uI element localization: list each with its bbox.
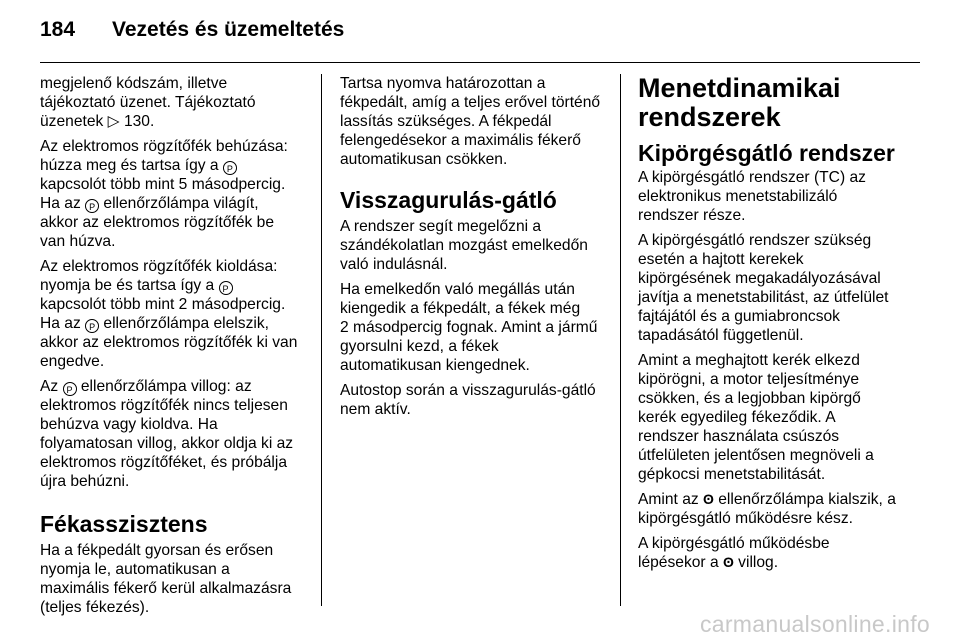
- column-2: [340, 74, 612, 425]
- column-divider-2: [620, 74, 621, 606]
- watermark: carmanualsonline.info: [699, 611, 930, 637]
- paragraph-autostop: Autostop során a visszagurulás-gátló nem aktív.: [340, 382, 596, 418]
- header-divider: [40, 62, 920, 63]
- heading-menetdinamikai-rendszerek: Menetdinamikai rendszerek: [638, 73, 841, 132]
- heading-visszagurulas-gatlo: Visszagurulás-gátló: [340, 187, 557, 213]
- parking-brake-icon: P: [219, 281, 233, 295]
- chapter-title: Vezetés és üzemeltetés: [112, 18, 345, 41]
- paragraph-lampa-villog: Az P ellenőrzőlámpa villog: az elektromos rögzítőfék nincs teljesen behúzva vagy kioldva. Ha folyamatosan villog, akkor oldja ki az elektromos rögzítőféket, és próbálja újra behúzni.: [40, 378, 294, 490]
- paragraph-tc-2: A kipörgésgátló rendszer szükség esetén a hajtott kerekek kipörgésének megakadályozásával javítja a menetstabilitást, az útfelület fajtájától és a gumiabroncsok tapadásától függetlenül.: [638, 232, 889, 344]
- paragraph-rogzitofek-kioldasa: Az elektromos rögzítőfék kioldása: nyomja be és tartsa így a P kapcsolót több mint 2 másodpercig. Ha az P ellenőrzőlámpa elelszik, akkor az elektromos rögzítőfék ki van engedve.: [40, 258, 298, 370]
- paragraph-tc-4: Amint az ʘ ellenőrzőlámpa kialszik, a kipörgésgátló működésre kész.: [638, 491, 896, 527]
- paragraph-visszagurulas-1: A rendszer segít megelőzni a szándékolatlan mozgást emelkedőn való indulásnál.: [340, 218, 588, 273]
- parking-brake-icon: P: [63, 382, 77, 396]
- paragraph-visszagurulas-2: Ha emelkedőn való megállás után kiengedik a fékpedált, a fékek még 2 másodpercig fognak. Amint a jármű gyorsulni kezd, a fékek automatikusan kiengednek.: [340, 281, 598, 374]
- paragraph-tc-5: A kipörgésgátló működésbe lépésekor a ʘ villog.: [638, 535, 830, 571]
- paragraph-rogzitofek-behuzasa: Az elektromos rögzítőfék behúzása: húzza meg és tartsa így a P kapcsolót több mint 5 másodpercig. Ha az P ellenőrzőlámpa világít, akkor az elektromos rögzítőfék be van húzva.: [40, 138, 288, 250]
- heading-fekasszisztens: Fékasszisztens: [40, 511, 208, 537]
- column-1: [40, 74, 312, 623]
- paragraph-kodszam: megjelenő kódszám, illetve tájékoztató üzenet. Tájékoztató üzenetek ▷ 130.: [40, 75, 256, 130]
- paragraph-fekasszisztens: Ha a fékpedált gyorsan és erősen nyomja le, automatikusan a maximális fékerő kerül alkalmazásra (teljes fékezés).: [40, 542, 292, 616]
- traction-control-icon: ʘ: [722, 554, 734, 570]
- page-number: 184: [40, 18, 76, 41]
- parking-brake-icon: P: [85, 319, 99, 333]
- column-divider-1: [321, 74, 322, 606]
- paragraph-tc-1: A kipörgésgátló rendszer (TC) az elektronikus menetstabilizáló rendszer része.: [638, 169, 866, 224]
- page-header: [40, 14, 920, 50]
- parking-brake-icon: P: [85, 199, 99, 213]
- heading-kiporgesgatlo-rendszer: Kipörgésgátló rendszer: [638, 140, 895, 166]
- page-reference-link[interactable]: ▷ 130.: [107, 113, 155, 130]
- column-3: [638, 74, 920, 578]
- paragraph-tc-3: Amint a meghajtott kerék elkezd kipörögni, a motor teljesítménye csökken, és a legjobban kipörgő kerék egyedileg fékeződik. A rendszer használata csúszós útfelületen jelentősen megnöveli a gépkocsi menetstabilitását.: [638, 352, 874, 483]
- paragraph-fekpedal: Tartsa nyomva határozottan a fékpedált, amíg a teljes erővel történő lassítás szükséges. A fékpedál felengedésekor a maximális fékerő automatikusan csökken.: [340, 75, 601, 168]
- traction-control-icon: ʘ: [703, 491, 714, 507]
- parking-brake-icon: P: [223, 161, 237, 175]
